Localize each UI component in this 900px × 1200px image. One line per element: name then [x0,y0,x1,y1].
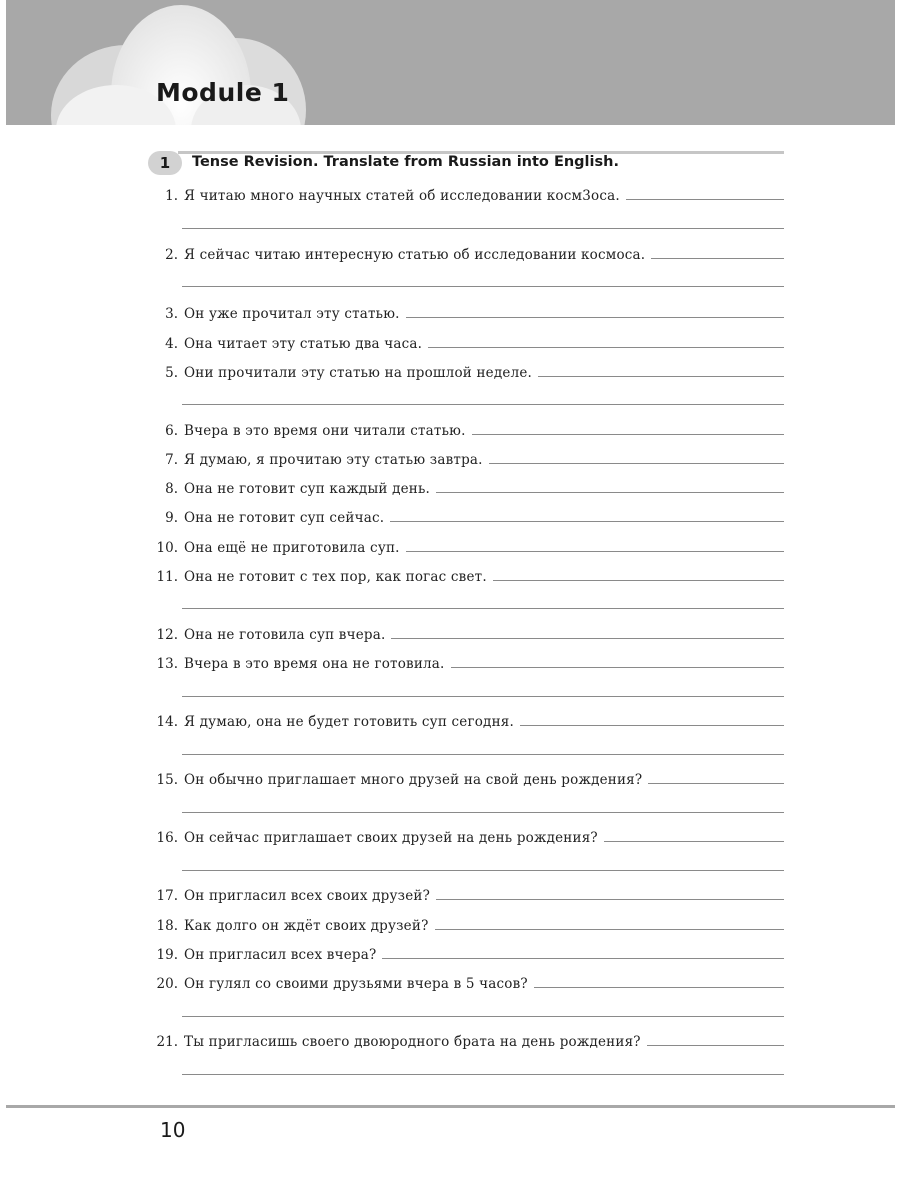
answer-line[interactable] [648,783,784,784]
item-sentence: Я думаю, я прочитаю эту статью завтра. [184,452,483,468]
answer-line[interactable] [604,841,784,842]
item-number: 15. [156,772,178,788]
answer-line[interactable] [493,580,784,581]
exercise-item [148,1026,784,1050]
answer-line[interactable] [406,317,784,318]
answer-line[interactable] [182,608,784,609]
answer-line[interactable] [406,551,784,552]
answer-line[interactable] [182,812,784,813]
item-number: 1. [165,188,178,204]
item-sentence: Вчера в это время она не готовила. [184,656,445,672]
item-sentence: Он обычно приглашает много друзей на свой день рождения? [184,772,643,788]
item-number: 3. [165,306,178,322]
item-number: 6. [165,423,178,439]
item-sentence: Я сейчас читаю интересную статью об исследовании космоса. [184,247,646,263]
exercise-item [148,444,784,468]
answer-line[interactable] [182,1016,784,1017]
answer-line[interactable] [435,929,784,930]
item-number: 14. [156,714,178,730]
exercise-header [148,148,784,182]
answer-line[interactable] [182,696,784,697]
answer-line[interactable] [182,228,784,229]
item-sentence: Я думаю, она не будет готовить суп сегодня. [184,714,514,730]
footer-rule [6,1105,895,1108]
item-number: 16. [156,830,178,846]
item-number: 4. [165,336,178,352]
item-number: 8. [165,481,178,497]
item-number: 12. [156,627,178,643]
exercise-item [148,180,784,204]
item-sentence: Он уже прочитал эту статью. [184,306,400,322]
item-sentence: Она читает эту статью два часа. [184,336,423,352]
item-sentence: Он пригласил всех своих друзей? [184,888,431,904]
item-number: 9. [165,510,178,526]
answer-line[interactable] [182,1074,784,1075]
answer-line[interactable] [538,376,784,377]
answer-line[interactable] [534,987,784,988]
exercise-item [148,239,784,263]
answer-line[interactable] [182,754,784,755]
answer-line[interactable] [436,899,784,900]
item-number: 17. [156,888,178,904]
answer-line[interactable] [451,667,784,668]
item-number: 11. [156,569,178,585]
item-number: 10. [156,540,178,556]
exercise-item [148,328,784,352]
module-header-banner [6,0,895,125]
exercise-title: Tense Revision. Translate from Russian into English. [192,154,619,170]
exercise-item [148,561,784,585]
item-sentence: Я читаю много научных статей об исследовании косм3оса. [184,188,620,204]
exercise-item [148,415,784,439]
item-sentence: Он пригласил всех вчера? [184,947,377,963]
exercise-item [148,939,784,963]
item-sentence: Они прочитали эту статью на прошлой неделе. [184,365,533,381]
answer-line[interactable] [489,463,784,464]
item-number: 7. [165,452,178,468]
exercise-number-badge: 1 [148,151,182,175]
item-sentence: Она не готовит суп сейчас. [184,510,385,526]
item-number: 21. [156,1034,178,1050]
exercise-item [148,502,784,526]
item-number: 13. [156,656,178,672]
item-number: 18. [156,918,178,934]
answer-line[interactable] [182,404,784,405]
exercise-item [148,473,784,497]
item-sentence: Она не готовила суп вчера. [184,627,386,643]
item-sentence: Вчера в это время они читали статью. [184,423,466,439]
exercise-item [148,357,784,381]
answer-line[interactable] [182,286,784,287]
item-sentence: Она не готовит суп каждый день. [184,481,431,497]
item-number: 20. [156,976,178,992]
item-sentence: Как долго он ждёт своих друзей? [184,918,429,934]
module-title: Module 1 [156,78,290,107]
item-number: 5. [165,365,178,381]
exercise-item [148,619,784,643]
answer-line[interactable] [472,434,784,435]
answer-line[interactable] [428,347,784,348]
item-number: 2. [165,247,178,263]
answer-line[interactable] [382,958,784,959]
answer-line[interactable] [391,638,784,639]
item-sentence: Он сейчас приглашает своих друзей на день рождения? [184,830,598,846]
exercise-item [148,706,784,730]
exercise-item [148,968,784,992]
item-sentence: Она не готовит с тех пор, как погас свет. [184,569,487,585]
exercise-item [148,648,784,672]
answer-line[interactable] [651,258,784,259]
answer-line[interactable] [182,870,784,871]
answer-line[interactable] [626,199,784,200]
petal-decoration [6,0,895,125]
page-number: 10 [160,1118,186,1142]
item-number: 19. [156,947,178,963]
exercise-item [148,822,784,846]
exercise-item [148,880,784,904]
item-sentence: Она ещё не приготовила суп. [184,540,400,556]
exercise-item [148,532,784,556]
answer-line[interactable] [390,521,784,522]
answer-line[interactable] [647,1045,784,1046]
exercise-item [148,298,784,322]
exercise-item [148,764,784,788]
answer-line[interactable] [520,725,784,726]
exercise-item [148,910,784,934]
item-sentence: Он гулял со своими друзьями вчера в 5 часов? [184,976,528,992]
item-sentence: Ты пригласишь своего двоюродного брата на день рождения? [184,1034,641,1050]
answer-line[interactable] [436,492,784,493]
